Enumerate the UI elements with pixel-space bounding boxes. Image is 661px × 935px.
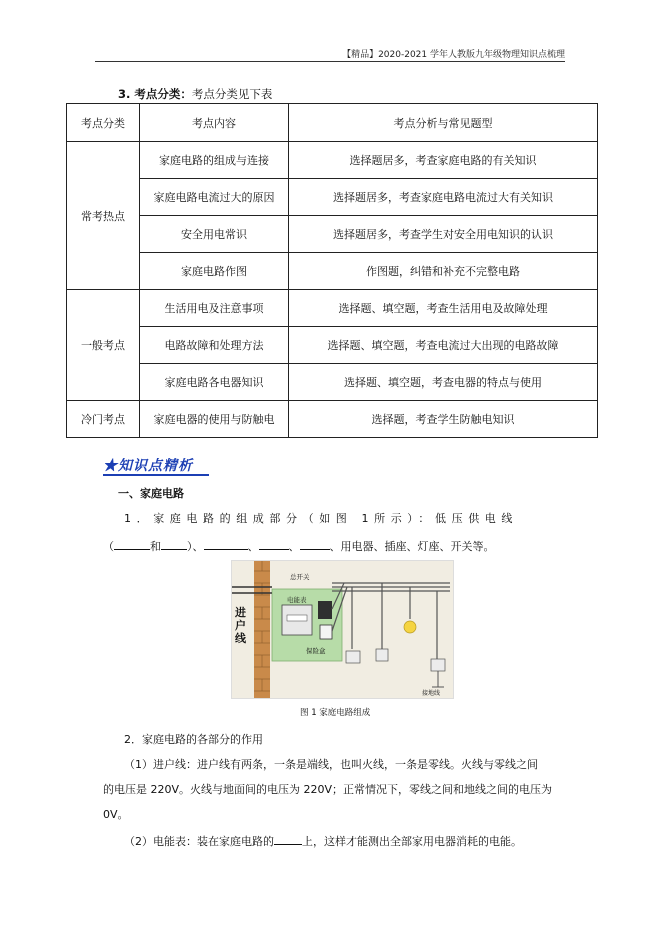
content-cell: 安全用电常识 [140, 216, 289, 253]
table-row [67, 253, 598, 290]
table-row [67, 216, 598, 253]
content-cell: 家庭电路电流过大的原因 [140, 179, 289, 216]
table-row [67, 142, 598, 179]
paragraph-3-line-2: 的电压是 220V。火线与地面间的电压为 220V；正常情况下，零线之间和地线之间的电压为 [103, 783, 553, 796]
table-header-cell: 考点内容 [140, 104, 289, 142]
knowledge-title-underline [103, 474, 209, 476]
label-fuse: 保险盒 [306, 647, 326, 655]
paragraph-1-line-1: 1．家庭电路的组成部分（如图 1所示）：低压供电线 [124, 512, 518, 525]
content-cell: 家庭电路作图 [140, 253, 289, 290]
category-cell: 一般考点 [67, 290, 140, 401]
table-row [67, 290, 598, 327]
section-3-title [118, 86, 272, 102]
exam-point-table [66, 103, 598, 438]
content-cell: 家庭电路各电器知识 [140, 364, 289, 401]
household-circuit-figure [231, 560, 454, 699]
content-cell: 电路故障和处理方法 [140, 327, 289, 364]
table-header-cell: 考点分类 [67, 104, 140, 142]
analysis-cell: 选择题居多，考查学生对安全用电知识的认识 [289, 216, 598, 253]
content-cell: 生活用电及注意事项 [140, 290, 289, 327]
paragraph-3-line-1: （1）进户线：进户线有两条，一条是端线，也叫火线，一条是零线。火线与零线之间 [124, 758, 538, 771]
fill-blank[interactable] [300, 538, 330, 550]
fill-blank[interactable] [204, 538, 248, 550]
table-row [67, 327, 598, 364]
paragraph-2: 2．家庭电路的各部分的作用 [124, 733, 263, 746]
fill-blank[interactable] [259, 538, 289, 550]
p1-sep: 、 [288, 540, 300, 553]
fill-blank[interactable] [114, 538, 150, 550]
category-cell: 常考热点 [67, 142, 140, 290]
fill-blank[interactable] [274, 833, 302, 845]
section-3-text: 考点分类见下表 [191, 87, 273, 101]
knowledge-title: ★知识点精析 [103, 458, 193, 474]
p4-after: 上，这样才能测出全部家用电器消耗的电能。 [302, 835, 522, 848]
table-row [67, 401, 598, 438]
analysis-cell: 作图题，纠错和补充不完整电路 [289, 253, 598, 290]
paragraph-3-line-3: 0V。 [103, 808, 129, 821]
figure-caption: 图 1 家庭电路组成 [300, 708, 371, 718]
page-header: 【精品】2020-2021 学年人教版九年级物理知识点梳理 [342, 50, 565, 60]
analysis-cell: 选择题居多，考查家庭电路的有关知识 [289, 142, 598, 179]
content-cell: 家庭电器的使用与防触电 [140, 401, 289, 438]
label-incoming-line-1: 进户线 [235, 606, 246, 645]
category-cell: 冷门考点 [67, 401, 140, 438]
p4-before: （2）电能表：装在家庭电路的 [124, 835, 274, 848]
p1-and: 和 [150, 540, 161, 553]
table-header-row [67, 104, 598, 142]
table-row [67, 179, 598, 216]
analysis-cell: 选择题居多，考查家庭电路电流过大有关知识 [289, 179, 598, 216]
section-3-prefix: 3. 考点分类： [118, 87, 192, 101]
p1-open: （ [103, 540, 114, 553]
household-circuit-diagram [232, 561, 453, 698]
header-rule [95, 61, 565, 62]
fill-blank[interactable] [161, 538, 187, 550]
analysis-cell: 选择题，考查学生防触电知识 [289, 401, 598, 438]
analysis-cell: 选择题、填空题，考查电流过大出现的电路故障 [289, 327, 598, 364]
label-meter: 电能表 [287, 596, 307, 604]
table-row [67, 364, 598, 401]
paragraph-4 [124, 833, 522, 849]
label-ground: 接地线 [422, 690, 441, 697]
p1-close: ）、 [187, 540, 204, 553]
p1-sep: 、 [247, 540, 259, 553]
subsection-1-title: 一、家庭电路 [118, 487, 184, 500]
label-main-switch: 总开关 [290, 573, 310, 581]
table-header-cell: 考点分析与常见题型 [289, 104, 598, 142]
p1-tail: 、用电器、插座、灯座、开关等。 [329, 540, 495, 553]
paragraph-1-line-2 [103, 538, 495, 554]
content-cell: 家庭电路的组成与连接 [140, 142, 289, 179]
analysis-cell: 选择题、填空题，考查电器的特点与使用 [289, 364, 598, 401]
analysis-cell: 选择题、填空题，考查生活用电及故障处理 [289, 290, 598, 327]
